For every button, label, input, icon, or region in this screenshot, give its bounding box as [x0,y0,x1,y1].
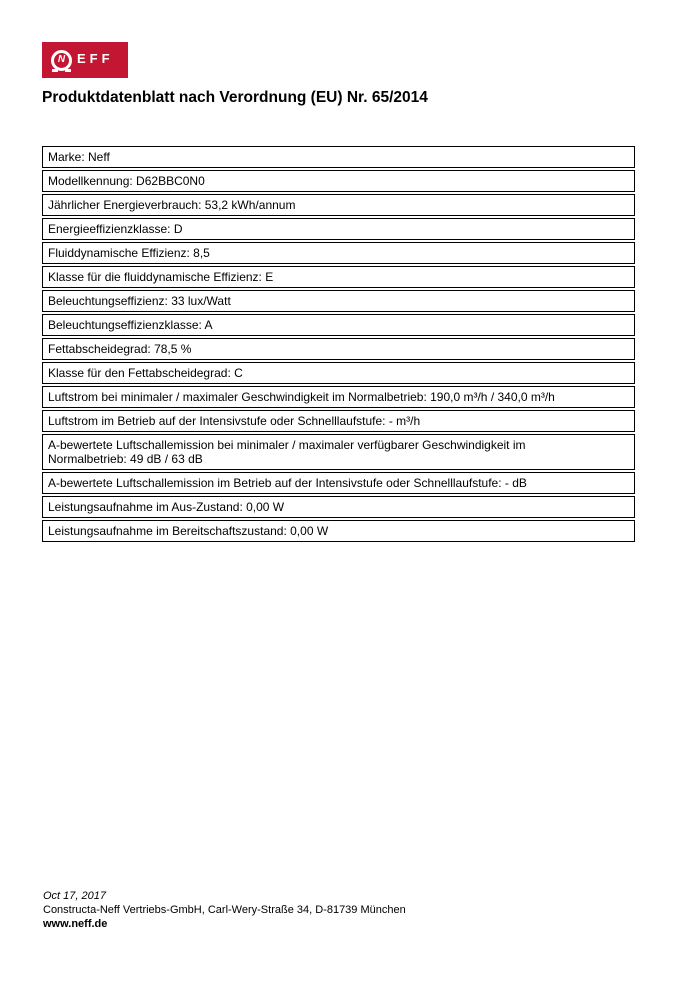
table-cell-text: Marke: Neff [48,150,110,164]
neff-omega-foot-right [65,69,71,72]
table-row-energieeffizienzklasse [42,218,635,240]
table-row-luftstrom-normalbetrieb [42,386,635,408]
table-cell-text: Klasse für den Fettabscheidegrad: C [48,366,243,380]
table-cell-text: Beleuchtungseffizienz: 33 lux/Watt [48,294,231,308]
footer-website: www.neff.de [43,918,108,930]
neff-logo-n: N [57,54,66,65]
table-cell-text: A-bewertete Luftschallemission bei minimaler / maximaler verfügbarer Geschwindigkeit im Normalbetrieb: 49 dB / 63 dB [48,438,526,466]
table-row-beleuchtungseffizienzklasse [42,314,635,336]
table-row-klasse-fluiddynamische [42,266,635,288]
table-cell-text: Jährlicher Energieverbrauch: 53,2 kWh/annum [48,198,296,212]
table-row-luftschallemission-normalbetrieb [42,434,635,470]
table-row-leistungsaufnahme-bereitschaft [42,520,635,542]
table-row-luftschallemission-intensivstufe [42,472,635,494]
table-row-modellkennung [42,170,635,192]
table-cell-text: Fluiddynamische Effizienz: 8,5 [48,246,210,260]
footer-date: Oct 17, 2017 [43,890,106,902]
footer [43,889,406,931]
table-row-fluiddynamische-effizienz [42,242,635,264]
page-title: Produktdatenblatt nach Verordnung (EU) Nr. 65/2014 [42,89,428,106]
table-row-klasse-fettabscheidegrad [42,362,635,384]
table-cell-text: A-bewertete Luftschallemission im Betrieb auf der Intensivstufe oder Schnelllaufstufe: - dB [48,476,527,490]
table-row-beleuchtungseffizienz [42,290,635,312]
table-row-energieverbrauch [42,194,635,216]
neff-omega-ring-icon [51,50,72,71]
spec-table [42,146,635,544]
table-cell-text: Energieeffizienzklasse: D [48,222,183,236]
table-row-luftstrom-intensivstufe [42,410,635,432]
table-cell-text: Modellkennung: D62BBC0N0 [48,174,205,188]
neff-omega-foot-left [52,69,58,72]
table-cell-text: Beleuchtungseffizienzklasse: A [48,318,213,332]
table-cell-text: Leistungsaufnahme im Bereitschaftszustand: 0,00 W [48,524,329,538]
table-cell-text: Fettabscheidegrad: 78,5 % [48,342,192,356]
neff-logo [42,42,128,78]
table-row-leistungsaufnahme-aus [42,496,635,518]
table-cell-text: Leistungsaufnahme im Aus-Zustand: 0,00 W [48,500,285,514]
neff-logo-letters: EFF [77,50,114,66]
table-cell-text: Luftstrom im Betrieb auf der Intensivstufe oder Schnelllaufstufe: - m³/h [48,414,421,428]
table-row-marke [42,146,635,168]
footer-company: Constructa-Neff Vertriebs-GmbH, Carl-Wery-Straße 34, D-81739 München [43,904,406,916]
table-row-fettabscheidegrad [42,338,635,360]
table-cell-text: Klasse für die fluiddynamische Effizienz: E [48,270,274,284]
table-cell-text: Luftstrom bei minimaler / maximaler Geschwindigkeit im Normalbetrieb: 190,0 m³/h / 340,0 m³/h [48,390,555,404]
